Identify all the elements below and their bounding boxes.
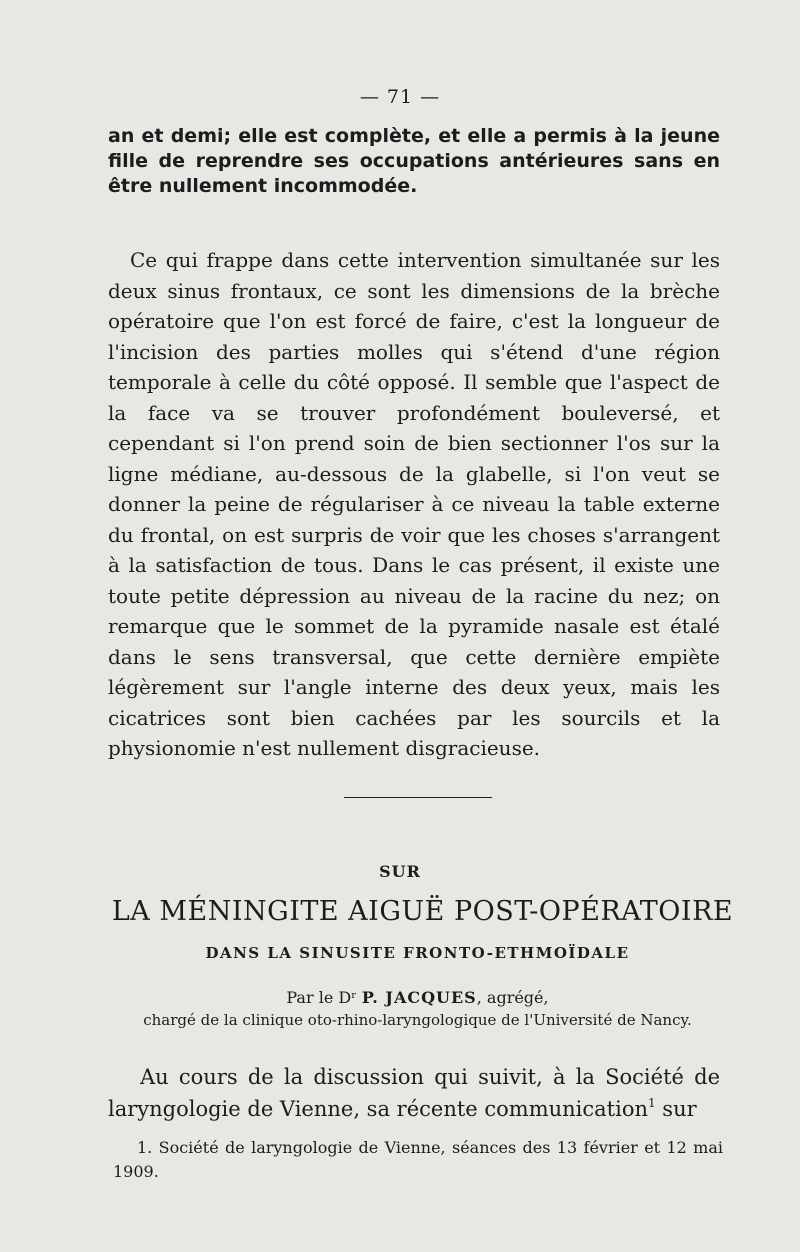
page-number: — 71 — <box>359 86 441 108</box>
author-line <box>0 988 800 1007</box>
main-paragraph <box>108 245 720 764</box>
article-opening-text: Au cours de la discussion qui suivit, à la Société de laryngologie de Vienne, sa récente communication <box>108 1065 720 1121</box>
author-affiliation: chargé de la clinique oto-rhino-laryngologique de l'Université de Nancy. <box>143 1011 692 1029</box>
footnote-text: 1. Société de laryngologie de Vienne, séances des 13 février et 12 mai 1909. <box>113 1138 723 1181</box>
continuation-paragraph: an et demi; elle est complète, et elle a permis à la jeune fille de reprendre ses occupations antérieures sans en être nullement incommodée. <box>108 125 720 197</box>
article-opening-tail: sur <box>655 1097 697 1121</box>
article-subtitle: DANS LA SINUSITE FRONTO-ETHMOÏDALE <box>205 944 630 962</box>
main-paragraph-text: Ce qui frappe dans cette intervention simultanée sur les deux sinus frontaux, ce sont les dimensions de la brèche opératoire que l'on est forcé de faire, c'est la longueur de l'incision des parties molles qui s'étend d'une région temporale à celle du côté opposé. Il semble que l'aspect de la face va se trouver profondément bouleversé, et cependant si l'on prend soin de bien sectionner l'os sur la ligne médiane, au-dessous de la glabelle, si l'on veut se donner la peine de régulariser à ce niveau la table externe du frontal, on est surpris de voir que les choses s'arrangent à la satisfaction de tous. Dans le cas présent, il existe une toute petite dépression au niveau de la racine du nez; on remarque que le sommet de la pyramide nasale est étalé dans le sens transversal, que cette dernière empiète légèrement sur l'angle interne des deux yeux, mais les cicatrices sont bien cachées par les sourcils et la physionomie n'est nullement disgracieuse. <box>108 248 720 760</box>
section-divider <box>344 797 492 798</box>
author-suffix: , agrégé, <box>476 988 549 1007</box>
article-kicker: SUR <box>379 862 421 881</box>
article-title: LA MÉNINGITE AIGUË POST-OPÉRATOIRE <box>111 896 734 927</box>
author-prefix: Par le Dʳ <box>286 988 357 1007</box>
footnote <box>113 1136 723 1184</box>
footnote-reference: 1 <box>647 1096 656 1110</box>
article-opening-paragraph <box>108 1061 720 1125</box>
author-name: P. JACQUES <box>361 988 477 1007</box>
